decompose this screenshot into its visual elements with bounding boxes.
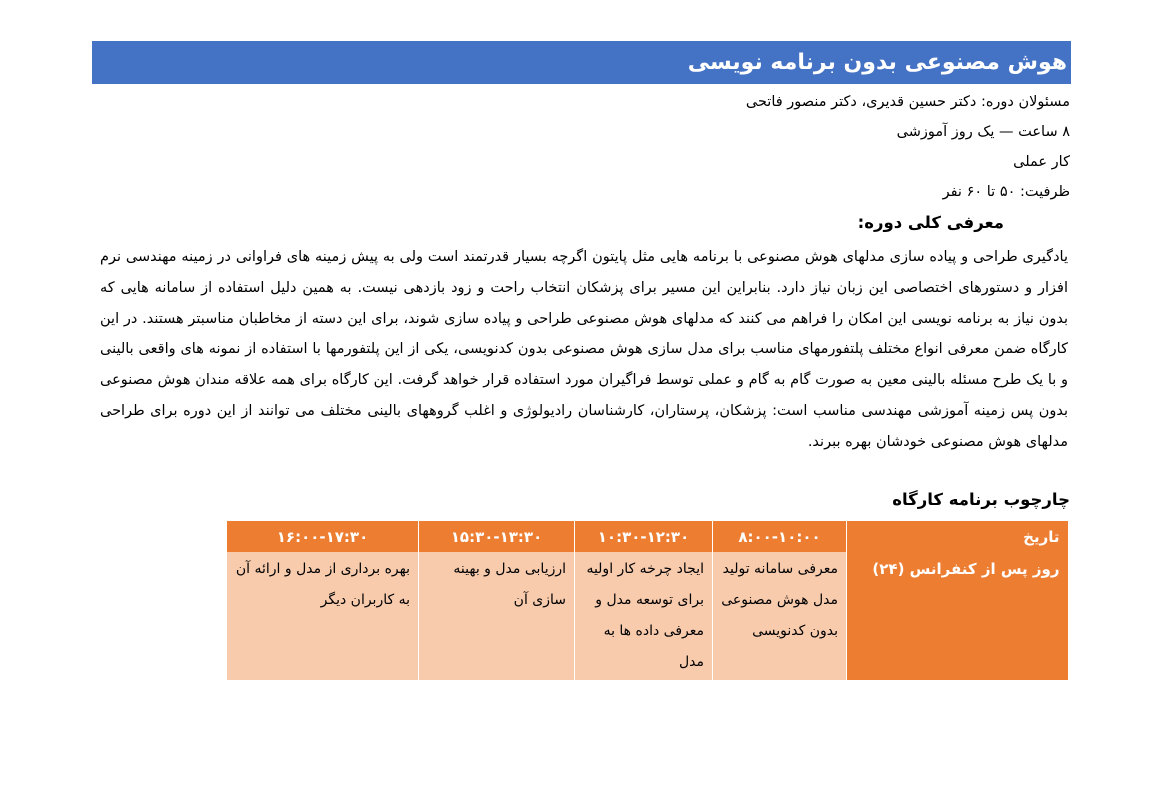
schedule-header-row: [227, 521, 1068, 552]
instructors-line: مسئولان دوره: دکتر حسین قدیری، دکتر منصور فاتحی: [745, 94, 1070, 110]
type-line: کار عملی: [1013, 154, 1070, 170]
intro-paragraph: یادگیری طراحی و پیاده سازی مدلهای هوش مصنوعی با برنامه هایی مثل پایتون اگرچه بسیار قدرتمند است ولی به پیش زمینه های فراوانی در زمینه مهندسی نرم افزار و دستورهای اختصاصی این زبان نیاز دارد. بنابراین این مسیر برای پزشکان انتخاب راحت و زود بازدهی نیست. به همین دلیل استفاده از سامانه هایی که بدون نیاز به برنامه نویسی این امکان را فراهم می کنند که مدلهای هوش مصنوعی طراحی و پیاده سازی شوند، برای این دسته از مخاطبان مناسبتر هستند. در این کارگاه ضمن معرفی انواع مختلف پلتفورمهای مناسب برای مدل سازی هوش مصنوعی بدون کدنویسی، یکی از این پلتفورمها با استفاده از نمونه های واقعی بالینی و با یک طرح مسئله بالینی معین به صورت گام به گام و عملی توسط فراگیران مورد استفاده قرار خواهد گرفت. این کارگاه برای همه علاقه مندان هوش مصنوعی بدون پس زمینه آموزشی مهندسی مناسب است: پزشکان، پرستاران، کارشناسان رادیولوژی و اغلب گروههای بالینی مختلف می توانند از این دوره برای طراحی مدلهای هوش مصنوعی خودشان بهره ببرند.: [100, 249, 1068, 450]
session-cell-3: ارزیابی مدل و بهینه سازی آن: [419, 552, 575, 680]
session-cell-4: بهره برداری از مدل و ارائه آن به کاربران دیگر: [227, 552, 419, 680]
course-title: هوش مصنوعی بدون برنامه نویسی: [92, 41, 1071, 84]
session-cell-2: ایجاد چرخه کار اولیه برای توسعه مدل و معرفی داده ها به مدل: [575, 552, 713, 680]
capacity-line: ظرفیت: ۵۰ تا ۶۰ نفر: [942, 184, 1070, 200]
time-header-4: ۱۶:۰۰-۱۷:۳۰: [227, 521, 419, 552]
time-header-2: ۱۰:۳۰-۱۲:۳۰: [575, 521, 713, 552]
table-row: [227, 552, 1068, 680]
schedule-table: [226, 521, 1068, 680]
date-header: تاریخ: [847, 521, 1068, 552]
session-cell-1: معرفی سامانه تولید مدل هوش مصنوعی بدون کدنویسی: [713, 552, 847, 680]
duration-line: ۸ ساعت — یک روز آموزشی: [896, 124, 1070, 140]
time-header-3: ۱۵:۳۰-۱۳:۳۰: [419, 521, 575, 552]
intro-heading: معرفی کلی دوره:: [857, 213, 1004, 232]
row-date-cell: روز پس از کنفرانس (۲۴): [847, 552, 1068, 680]
framework-heading: چارچوب برنامه کارگاه: [892, 490, 1070, 509]
time-header-1: ۸:۰۰-۱۰:۰۰: [713, 521, 847, 552]
